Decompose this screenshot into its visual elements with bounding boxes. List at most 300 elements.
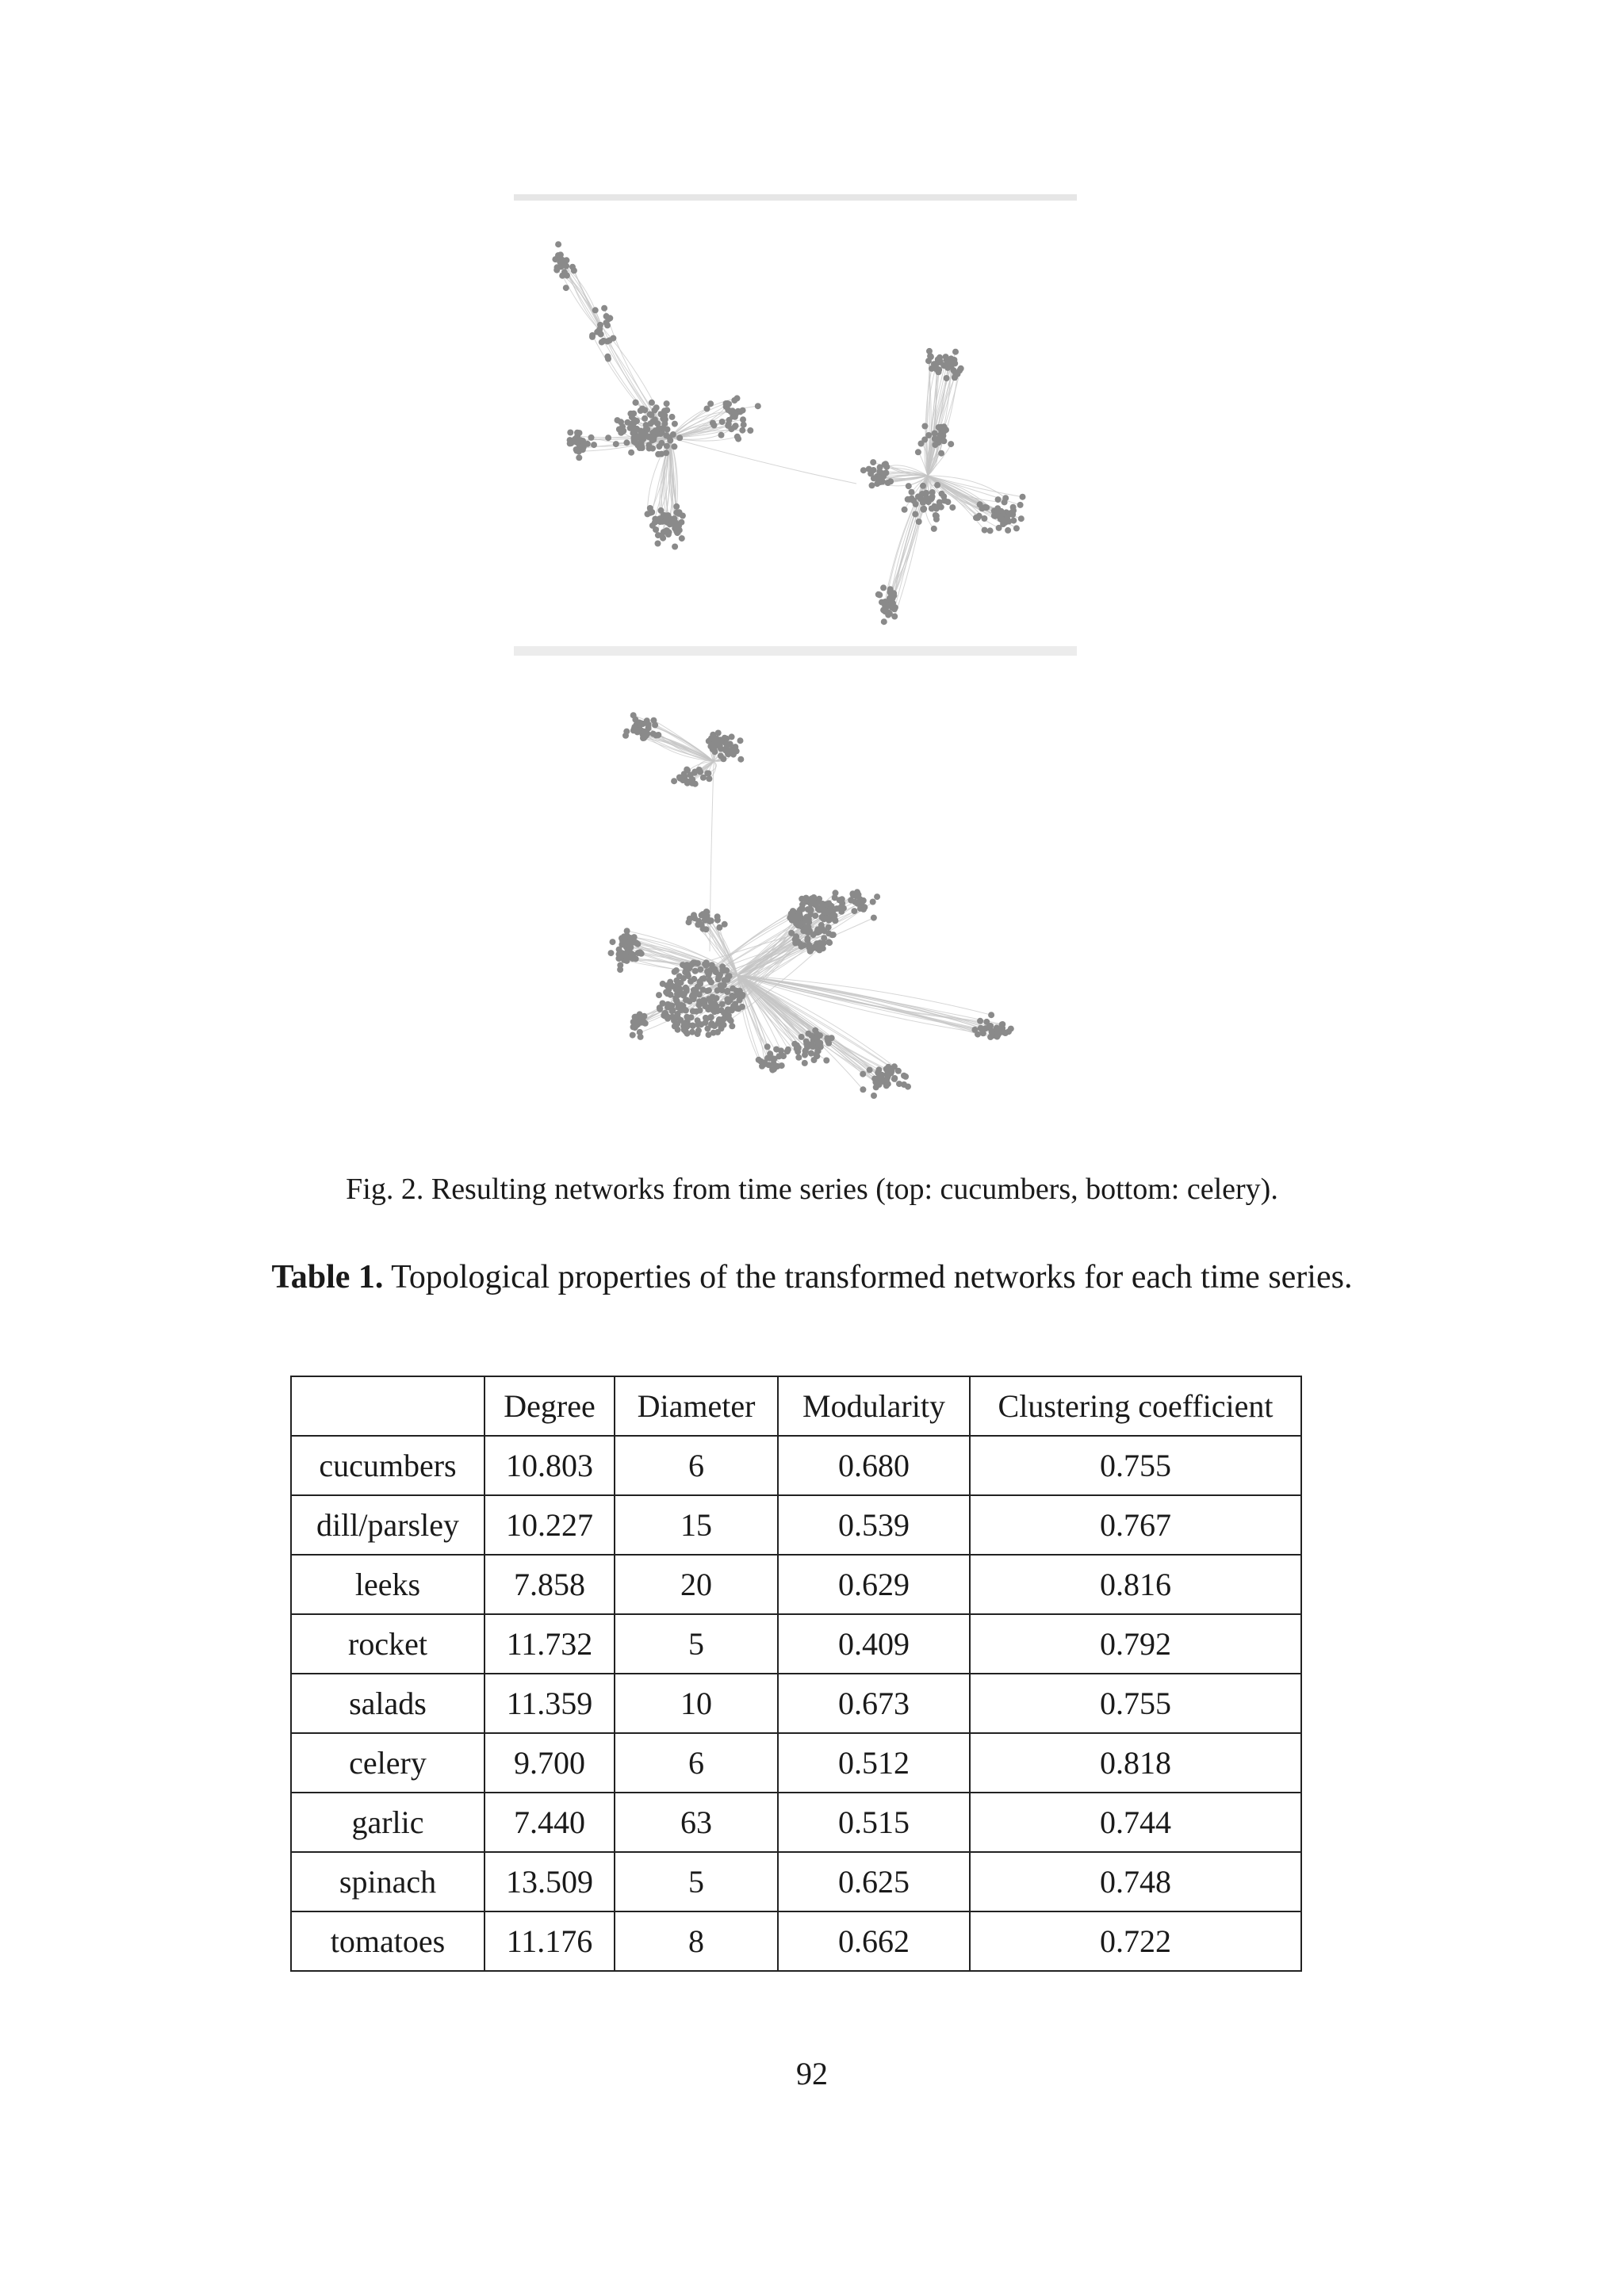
network-node <box>785 1047 791 1053</box>
network-node <box>817 1040 823 1047</box>
network-node <box>706 1031 712 1038</box>
network-node <box>689 993 695 999</box>
network-node <box>671 778 677 784</box>
network-node <box>573 446 580 453</box>
network-node <box>943 427 949 433</box>
table-cell-diameter: 63 <box>615 1793 778 1852</box>
header-cell-clustering: Clustering coefficient <box>970 1376 1301 1436</box>
network-node <box>726 417 733 423</box>
network-node <box>555 241 561 247</box>
network-node <box>825 900 832 906</box>
network-node <box>1017 502 1024 508</box>
network-node <box>664 400 670 407</box>
network-node <box>665 1013 671 1020</box>
table-cell-clustering: 0.755 <box>970 1674 1301 1733</box>
network-node <box>576 430 583 436</box>
network-node <box>884 1067 891 1073</box>
network-node <box>948 355 954 362</box>
network-node <box>937 432 944 438</box>
network-node <box>630 1032 636 1039</box>
network-node <box>808 1050 814 1057</box>
network-node <box>699 912 705 918</box>
table-row <box>291 1674 1301 1733</box>
network-node <box>594 329 600 335</box>
network-node <box>826 907 833 913</box>
network-node <box>688 1014 695 1020</box>
network-node <box>860 467 867 473</box>
network-node <box>679 535 685 541</box>
network-node <box>628 450 634 456</box>
network-node <box>632 726 638 733</box>
table-cell-degree: 9.700 <box>485 1733 615 1793</box>
network-node <box>630 434 637 441</box>
network-node <box>605 356 611 362</box>
figure-caption: Fig. 2. Resulting networks from time series (top: cucumbers, bottom: celery). <box>346 1173 1278 1206</box>
network-node <box>674 1021 680 1027</box>
network-node <box>938 450 944 457</box>
network-node <box>851 908 857 914</box>
table-cell-row-label: celery <box>291 1733 485 1793</box>
table-row <box>291 1555 1301 1614</box>
network-node <box>719 419 726 425</box>
network-node <box>805 929 811 936</box>
network-node <box>695 1017 701 1024</box>
network-node <box>797 913 803 920</box>
network-node <box>869 482 875 488</box>
table-row <box>291 1733 1301 1793</box>
network-node <box>689 1029 695 1035</box>
network-node <box>730 994 737 1001</box>
network-node <box>711 1023 718 1029</box>
table-cell-degree: 7.858 <box>485 1555 615 1614</box>
table-cell-diameter: 8 <box>615 1911 778 1971</box>
network-node <box>870 899 876 905</box>
table-cell-diameter: 15 <box>615 1495 778 1555</box>
network-figure <box>508 190 1078 1150</box>
table-cell-modularity: 0.515 <box>778 1793 970 1852</box>
network-node <box>816 928 822 935</box>
network-node <box>676 434 683 441</box>
network-node <box>658 507 665 514</box>
network-node <box>716 974 722 980</box>
network-node <box>708 979 714 985</box>
network-node <box>657 1004 663 1011</box>
network-node <box>708 735 714 741</box>
network-node <box>814 1048 821 1054</box>
network-node <box>913 501 919 507</box>
network-node <box>802 1060 808 1066</box>
network-node <box>1001 1029 1007 1035</box>
network-node <box>657 519 664 525</box>
table-cell-modularity: 0.512 <box>778 1733 970 1793</box>
network-node <box>821 940 827 947</box>
network-node <box>987 527 994 534</box>
network-nodes <box>552 241 1025 1099</box>
header-cell-diameter: Diameter <box>615 1376 778 1436</box>
network-node <box>642 732 648 738</box>
network-node <box>693 1008 699 1015</box>
network-node <box>666 529 672 535</box>
network-node <box>860 1071 866 1077</box>
network-node <box>557 251 564 258</box>
network-node <box>949 504 956 511</box>
table-cell-row-label: rocket <box>291 1614 485 1674</box>
network-node <box>649 522 656 529</box>
network-node <box>718 432 725 438</box>
network-node <box>668 1002 675 1008</box>
network-node <box>830 913 837 919</box>
network-node <box>948 441 954 447</box>
network-node <box>925 432 932 438</box>
network-node <box>756 1057 762 1063</box>
network-node <box>870 459 876 465</box>
network-node <box>588 434 595 441</box>
network-node <box>925 499 932 505</box>
network-node <box>638 408 644 414</box>
table-cell-row-label: dill/parsley <box>291 1495 485 1555</box>
network-node <box>668 992 674 998</box>
network-node <box>821 909 827 915</box>
network-node <box>573 438 580 445</box>
table-cell-diameter: 5 <box>615 1614 778 1674</box>
network-node <box>638 442 645 449</box>
network-node <box>880 584 887 591</box>
network-node <box>707 998 714 1004</box>
network-node <box>561 269 568 275</box>
table-row <box>291 1911 1301 1971</box>
network-node <box>721 1022 727 1028</box>
network-node <box>823 1058 829 1064</box>
table-cell-diameter: 10 <box>615 1674 778 1733</box>
network-node <box>693 988 699 994</box>
network-node <box>580 444 587 450</box>
network-node <box>674 1001 680 1007</box>
network-node <box>597 322 603 328</box>
network-node <box>675 1015 681 1021</box>
network-node <box>663 512 669 519</box>
network-node <box>1010 504 1017 511</box>
network-node <box>811 1057 818 1063</box>
network-node <box>715 730 722 737</box>
network-node <box>986 1023 993 1029</box>
network-node <box>923 490 929 496</box>
network-node <box>915 449 921 455</box>
network-node <box>807 948 814 955</box>
network-node <box>933 513 940 519</box>
table-cell-diameter: 6 <box>615 1733 778 1793</box>
network-node <box>676 981 682 987</box>
network-node <box>833 905 840 912</box>
network-node <box>714 913 721 920</box>
table-cell-row-label: garlic <box>291 1793 485 1852</box>
network-node <box>702 1003 708 1009</box>
table-row <box>291 1852 1301 1911</box>
network-node <box>676 509 683 515</box>
table-cell-degree: 11.732 <box>485 1614 615 1674</box>
mid-panel-border <box>514 646 1077 656</box>
network-node <box>729 748 735 755</box>
network-node <box>673 503 680 510</box>
table-cell-clustering: 0.792 <box>970 1614 1301 1674</box>
network-node <box>633 400 639 406</box>
table-header-row <box>291 1376 1301 1436</box>
network-node <box>683 985 689 991</box>
network-node <box>623 439 630 446</box>
network-node <box>672 421 678 427</box>
network-node <box>792 940 799 947</box>
table-cell-modularity: 0.625 <box>778 1852 970 1911</box>
network-node <box>793 920 799 927</box>
network-node <box>686 919 692 925</box>
table-caption <box>0 1257 1624 1298</box>
table-cell-diameter: 20 <box>615 1555 778 1614</box>
network-node <box>729 1023 735 1029</box>
network-node <box>678 990 684 997</box>
network-node <box>675 1027 681 1033</box>
network-node <box>764 1043 771 1050</box>
table-cell-row-label: cucumbers <box>291 1436 485 1495</box>
table-cell-modularity: 0.673 <box>778 1674 970 1733</box>
network-node <box>652 408 658 414</box>
network-node <box>787 915 793 921</box>
network-node <box>658 451 665 457</box>
network-node <box>642 415 648 422</box>
network-node <box>629 414 635 420</box>
network-node <box>633 939 639 946</box>
network-node <box>721 982 727 989</box>
network-node <box>664 982 670 989</box>
network-node <box>799 1034 805 1040</box>
network-node <box>608 950 615 956</box>
network-node <box>915 493 921 499</box>
network-node <box>871 915 877 921</box>
network-node <box>622 733 629 739</box>
network-node <box>850 892 856 898</box>
network-node <box>933 506 940 512</box>
network-node <box>934 482 940 488</box>
network-node <box>988 1012 994 1018</box>
network-node <box>881 618 887 625</box>
network-node <box>803 895 810 901</box>
network-node <box>791 1041 798 1047</box>
network-node <box>999 1021 1005 1027</box>
network-node <box>931 526 937 532</box>
network-node <box>613 441 619 447</box>
network-node <box>995 496 1002 503</box>
table-cell-clustering: 0.744 <box>970 1793 1301 1852</box>
network-node <box>994 505 1001 511</box>
network-node <box>943 354 949 360</box>
network-node <box>637 1029 643 1035</box>
network-node <box>684 778 690 784</box>
network-node <box>944 375 950 381</box>
network-node <box>881 470 887 476</box>
table-cell-clustering: 0.722 <box>970 1911 1301 1971</box>
network-node <box>941 498 948 504</box>
network-node <box>552 256 558 262</box>
network-node <box>645 511 651 517</box>
network-node <box>661 412 668 419</box>
network-node <box>672 969 678 975</box>
network-node <box>655 532 661 538</box>
network-node <box>825 916 831 922</box>
network-edge <box>557 270 603 333</box>
network-edges <box>557 261 1022 1089</box>
table-cell-diameter: 5 <box>615 1852 778 1911</box>
network-node <box>714 995 720 1001</box>
network-node <box>714 1029 721 1035</box>
network-node <box>709 1006 715 1012</box>
network-node <box>952 349 959 355</box>
network-node <box>932 435 938 442</box>
network-node <box>739 427 745 434</box>
network-node <box>916 519 922 525</box>
network-node <box>563 285 569 291</box>
network-node <box>890 595 896 601</box>
network-node <box>603 320 609 326</box>
network-node <box>739 1004 745 1010</box>
table-cell-clustering: 0.755 <box>970 1436 1301 1495</box>
network-node <box>695 960 701 966</box>
network-node <box>610 939 616 945</box>
network-node <box>977 1018 983 1024</box>
table-caption-label: Table 1. <box>271 1259 384 1295</box>
network-node <box>887 589 894 595</box>
network-node <box>617 962 623 968</box>
network-node <box>649 400 655 406</box>
table-cell-modularity: 0.662 <box>778 1911 970 1971</box>
network-node <box>699 976 706 982</box>
network-node <box>723 967 730 974</box>
table-cell-row-label: tomatoes <box>291 1911 485 1971</box>
network-node <box>825 924 832 931</box>
network-node <box>801 942 807 948</box>
network-node <box>932 442 938 448</box>
network-node <box>734 395 741 401</box>
network-node <box>678 519 684 526</box>
network-node <box>567 430 573 436</box>
network-node <box>737 756 744 763</box>
network-node <box>892 604 898 610</box>
network-node <box>921 423 928 430</box>
network-node <box>645 442 652 449</box>
network-node <box>947 362 953 368</box>
network-node <box>979 505 985 511</box>
network-node <box>803 1039 810 1045</box>
network-node <box>553 267 560 274</box>
network-node <box>920 506 926 512</box>
network-node <box>981 515 987 522</box>
table-row <box>291 1793 1301 1852</box>
network-node <box>902 1073 909 1080</box>
table-caption-text: Topological properties of the transformed networks for each time series. <box>391 1259 1353 1295</box>
network-node <box>630 712 637 718</box>
network-node <box>876 476 883 482</box>
network-node <box>874 894 880 900</box>
network-node <box>653 428 659 434</box>
page-number: 92 <box>796 2056 828 2091</box>
network-node <box>562 258 569 265</box>
network-node <box>722 735 728 741</box>
network-node <box>689 780 695 786</box>
table-cell-row-label: salads <box>291 1674 485 1733</box>
network-node <box>837 897 844 903</box>
table-cell-degree: 7.440 <box>485 1793 615 1852</box>
network-node <box>760 1062 767 1068</box>
network-node <box>631 419 638 426</box>
network-node <box>672 526 678 532</box>
network-edge <box>670 438 856 484</box>
network-node <box>627 935 634 941</box>
table-cell-modularity: 0.539 <box>778 1495 970 1555</box>
table-cell-clustering: 0.767 <box>970 1495 1301 1555</box>
network-node <box>932 430 938 437</box>
network-node <box>871 1093 877 1099</box>
network-node <box>616 427 622 433</box>
network-node <box>680 962 686 968</box>
network-node <box>920 483 926 489</box>
network-node <box>724 400 730 407</box>
network-node <box>1002 499 1008 505</box>
network-node <box>926 348 933 354</box>
network-node <box>604 339 611 345</box>
network-node <box>718 752 724 759</box>
table-cell-degree: 11.176 <box>485 1911 615 1971</box>
network-node <box>902 507 908 513</box>
network-node <box>734 434 741 440</box>
table-cell-degree: 10.227 <box>485 1495 615 1555</box>
network-node <box>711 966 718 972</box>
network-node <box>883 464 890 470</box>
network-node <box>810 1043 816 1050</box>
table-row <box>291 1614 1301 1674</box>
table-row <box>291 1495 1301 1555</box>
network-node <box>905 1084 911 1090</box>
network-node <box>868 470 874 476</box>
network-node <box>861 904 868 910</box>
network-node <box>860 1086 866 1093</box>
network-node <box>599 339 605 346</box>
network-node <box>939 491 945 497</box>
network-node <box>725 988 731 994</box>
network-node <box>1005 527 1011 534</box>
network-node <box>637 949 643 955</box>
network-node <box>705 916 711 923</box>
network-node <box>980 1030 986 1036</box>
network-node <box>692 968 699 974</box>
network-node <box>702 961 708 967</box>
network-node <box>706 971 712 978</box>
network-node <box>679 1007 685 1013</box>
network-node <box>655 541 661 547</box>
header-cell-degree: Degree <box>485 1376 615 1436</box>
top-panel-border <box>514 194 1077 201</box>
network-node <box>719 1001 726 1008</box>
network-node <box>1013 525 1020 531</box>
table-cell-diameter: 6 <box>615 1436 778 1495</box>
network-node <box>671 443 677 450</box>
network-node <box>699 922 705 928</box>
network-node <box>725 1006 731 1012</box>
network-node <box>779 1053 786 1059</box>
network-node <box>661 420 668 427</box>
network-node <box>999 517 1005 523</box>
table-cell-degree: 11.359 <box>485 1674 615 1733</box>
network-node <box>720 1016 726 1022</box>
network-node <box>805 1031 811 1037</box>
network-node <box>710 420 716 427</box>
network-node <box>806 916 812 922</box>
